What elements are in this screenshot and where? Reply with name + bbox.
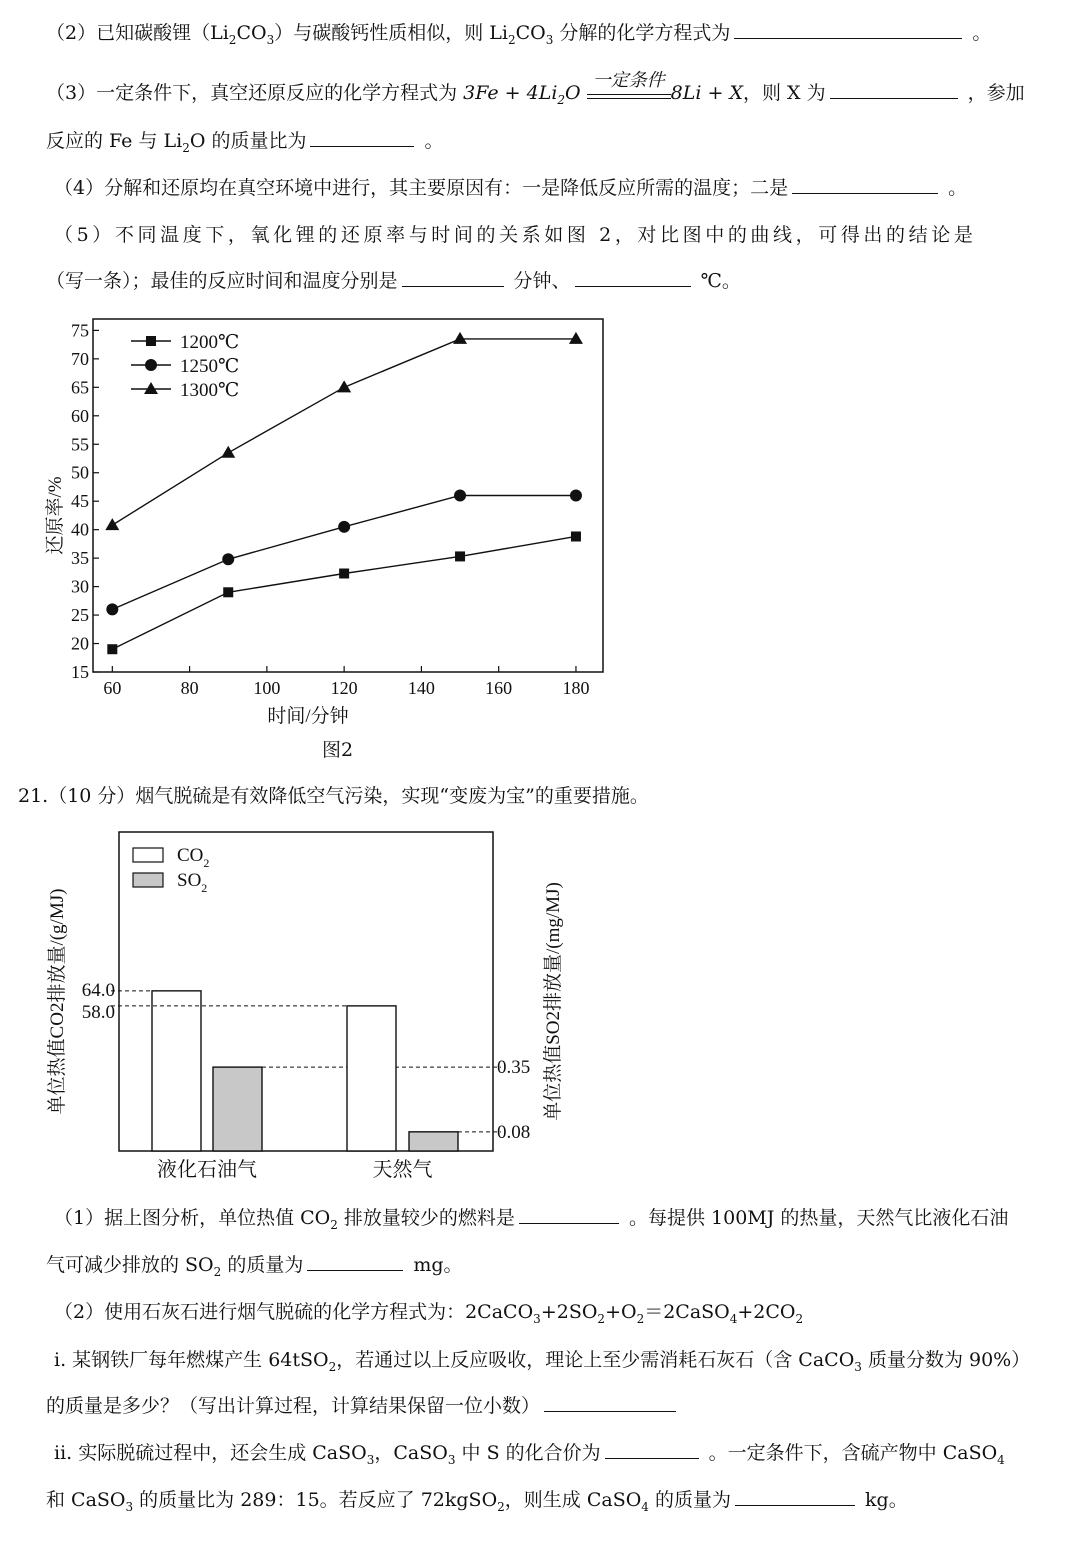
q21-part1-cont: 气可减少排放的 $SO_2$ 的质量为 mg。 [46,1250,1066,1280]
x-tick-label: 80 [180,678,199,698]
q21-part-i-cont: 的质量是多少？（写出计算过程，计算结果保留一位小数） [46,1391,1066,1421]
bar-co2 [347,1006,396,1151]
q21-part2: （2）使用石灰石进行烟气脱硫的化学方程式为：$2CaCO_3+2SO_2+O_2=2CaSO_4+2CO_2$ [54,1301,804,1326]
y-tick-label: 35 [71,548,89,569]
double-bar [587,94,671,95]
figure-2-caption: 图2 [322,739,354,761]
y-tick-label: 25 [71,605,89,626]
q21-part-i: ⅰ. 某钢铁厂每年燃煤产生 64tSO$_2$，若通过以上反应吸收，理论上至少需消耗石灰石（含 CaCO$_3$ 质量分数为 90%） [54,1349,1031,1374]
data-point [455,551,465,561]
answer-blank[interactable] [792,173,938,194]
answer-blank[interactable] [402,266,504,287]
legend-label-so2: $SO_2$ [177,870,208,895]
equation-right: 8Li + X [670,82,743,104]
x-tick-label: 120 [330,678,358,698]
x-axis-label: 时间/分钟 [267,706,349,727]
y-tick-label: 15 [71,662,89,682]
q21-part1: （1）据上图分析，单位热值 $CO_2$ 排放量较少的燃料是 。每提供 100MJ 的热量，天然气比液化石油 [54,1203,1066,1233]
legend-label-co2: $CO_2$ [177,845,210,870]
x-tick-label: 100 [253,678,281,698]
legend-label: 1200℃ [180,332,240,353]
right-tick-label: 0.08 [497,1121,531,1143]
answer-blank[interactable] [830,78,958,99]
data-point [569,332,583,344]
data-point [454,490,466,502]
data-point [570,490,582,502]
x-tick-label: 180 [562,678,590,698]
y-tick-label: 50 [71,462,89,483]
q20-part2: （2）已知碳酸锂$(Li_2CO_3)$与碳酸钙性质相似，则 $Li_2CO_3$ 分解的化学方程式为 。 [46,18,1066,48]
bar-so2 [213,1067,262,1151]
answer-blank[interactable] [605,1438,699,1459]
left-axis-label: 单位热值CO2排放量/(g/MJ) [47,888,68,1115]
y-tick-label: 70 [71,348,89,369]
data-point [337,380,351,392]
answer-blank[interactable] [544,1391,676,1412]
x-tick-label: 60 [103,678,122,698]
data-point [453,332,467,344]
q20-part4: （4）分解和还原均在真空环境中进行，其主要原因有：一是降低反应所需的温度；二是 。 [54,173,1066,203]
reaction-condition-arrow [587,70,671,106]
q20-part3-cont: 反应的 Fe 与 $Li_2O$ 的质量比为 。 [46,126,1066,156]
x-tick-label: 160 [485,678,513,698]
series-line [112,496,576,610]
data-point [338,521,350,533]
right-axis-label: 单位热值SO2排放量/(mg/MJ) [543,882,564,1121]
data-point [223,587,233,597]
answer-blank[interactable] [310,126,414,147]
legend-swatch-co2 [133,848,163,862]
left-tick-label: 58.0 [81,1001,115,1023]
answer-blank[interactable] [307,1250,403,1271]
reduction-rate-chart [40,310,620,730]
bar-so2 [409,1132,458,1151]
q21-part-ii-cont: 和 CaSO$_3$ 的质量比为 289：15。若反应了 72kgSO$_2$，则生成 CaSO$_4$ 的质量为 kg。 [46,1485,1066,1515]
y-tick-label: 40 [71,519,89,540]
legend-marker [146,336,156,346]
answer-blank[interactable] [735,1485,855,1506]
answer-blank[interactable] [734,18,962,39]
y-tick-label: 65 [71,377,89,398]
data-point [222,553,234,565]
data-point [105,518,119,530]
data-point [107,644,117,654]
legend-swatch-so2 [133,873,163,887]
series-line [112,536,576,649]
left-tick-label: 64.0 [81,979,115,1001]
legend-marker [144,382,158,394]
x-tick-label: 140 [407,678,435,698]
right-tick-label: 0.35 [497,1057,531,1079]
q20-part5: （5）不同温度下，氧化锂的还原率与时间的关系如图 2，对比图中的曲线，可得出的结论是 [54,224,977,246]
q20-part3: （3）一定条件下，真空还原反应的化学方程式为 $3Fe + 4Li_2O$ 一定条件 8Li + X，则 X 为 ，参加 [46,78,1066,108]
answer-blank[interactable] [575,266,691,287]
q21-part-ii: ⅱ. 实际脱硫过程中，还会生成 CaSO$_3$，CaSO$_3$ 中 S 的化合价为 。一定条件下，含硫产物中 CaSO$_4$ [54,1438,1066,1468]
y-tick-label: 20 [71,633,89,654]
q20-part5-cont: （写一条）；最佳的反应时间和温度分别是 分钟、 ℃。 [46,266,1066,296]
answer-blank[interactable] [519,1203,619,1224]
legend-label: 1300℃ [180,380,240,401]
reaction-condition: 一定条件 [592,70,665,91]
y-axis-label: 还原率/% [45,476,66,555]
category-label: 液化石油气 [157,1159,257,1181]
emission-bar-chart [40,822,580,1184]
bar-co2 [152,991,201,1151]
legend-marker [145,359,157,371]
data-point [339,569,349,579]
data-point [571,531,581,541]
y-tick-label: 45 [71,491,89,512]
y-tick-label: 30 [71,576,89,597]
series-triangle [105,332,583,530]
y-tick-label: 75 [71,320,89,341]
legend-label: 1250℃ [180,356,240,377]
equation-left: 3Fe + 4Li [463,82,558,104]
category-label: 天然气 [372,1159,433,1181]
y-tick-label: 60 [71,405,89,426]
data-point [221,446,235,458]
data-point [106,603,118,615]
q21-title: 21.（10 分）烟气脱硫是有效降低空气污染，实现“变废为宝”的重要措施。 [18,785,649,807]
y-tick-label: 55 [71,434,89,455]
